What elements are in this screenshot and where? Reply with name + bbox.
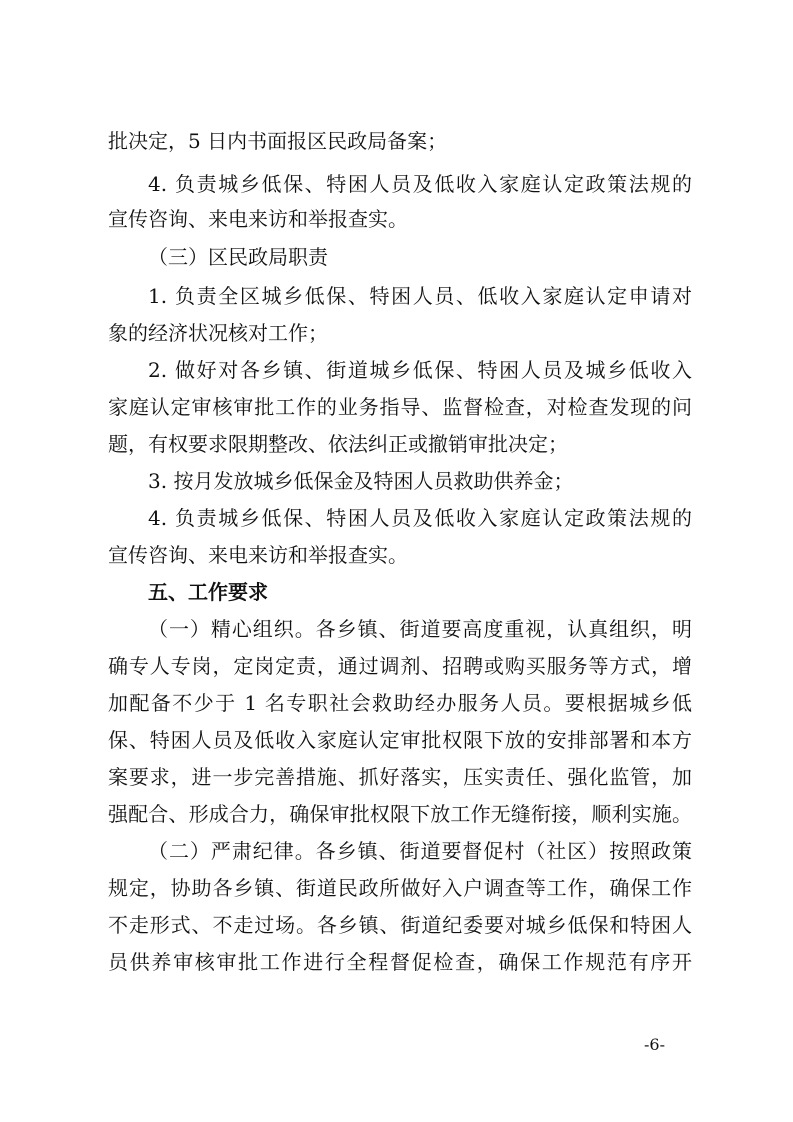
text-line: 保、特困人员及低收入家庭认定审批权限下放的安排部署和本方 bbox=[108, 728, 692, 752]
text-line: 4. 负责城乡低保、特困人员及低收入家庭认定政策法规的 bbox=[148, 506, 692, 530]
text-line: 宣传咨询、来电来访和举报查实。 bbox=[108, 543, 408, 567]
text-line: 题，有权要求限期整改、依法纠正或撤销审批决定； bbox=[108, 432, 568, 456]
text-line: 1. 负责全区城乡低保、特困人员、低收入家庭认定申请对 bbox=[148, 284, 692, 308]
text-line: 员供养审核审批工作进行全程督促检查，确保工作规范有序开 bbox=[108, 950, 692, 974]
text-line: 家庭认定审核审批工作的业务指导、监督检查，对检查发现的问 bbox=[108, 395, 692, 419]
text-line: 案要求，进一步完善措施、抓好落实，压实责任、强化监管，加 bbox=[108, 765, 692, 789]
text-line: 确专人专岗，定岗定责，通过调剂、招聘或购买服务等方式，增 bbox=[108, 654, 692, 678]
text-line: （一）精心组织。各乡镇、街道要高度重视，认真组织，明 bbox=[148, 617, 692, 641]
text-line: 宣传咨询、来电来访和举报查实。 bbox=[108, 207, 408, 231]
text-line: 4. 负责城乡低保、特困人员及低收入家庭认定政策法规的 bbox=[148, 172, 692, 196]
text-line: 批决定，5 日内书面报区民政局备案； bbox=[108, 129, 448, 153]
section-heading: 五、工作要求 bbox=[148, 580, 268, 604]
text-line: 不走形式、不走过场。各乡镇、街道纪委要对城乡低保和特困人 bbox=[108, 913, 692, 937]
text-line: 规定，协助各乡镇、街道民政所做好入户调查等工作，确保工作 bbox=[108, 876, 692, 900]
text-line: 2. 做好对各乡镇、街道城乡低保、特困人员及城乡低收入 bbox=[148, 358, 692, 382]
text-line: 象的经济状况核对工作； bbox=[108, 321, 328, 345]
text-line: 加配备不少于 1 名专职社会救助经办服务人员。要根据城乡低 bbox=[108, 691, 692, 715]
page-number: -6- bbox=[644, 1035, 665, 1054]
section-subheading: （三）区民政局职责 bbox=[148, 245, 328, 269]
text-line: 强配合、形成合力，确保审批权限下放工作无缝衔接，顺利实施。 bbox=[108, 802, 692, 826]
text-line: 3. 按月发放城乡低保金及特困人员救助供养金； bbox=[148, 469, 574, 493]
text-line: （二）严肃纪律。各乡镇、街道要督促村（社区）按照政策 bbox=[148, 839, 692, 863]
